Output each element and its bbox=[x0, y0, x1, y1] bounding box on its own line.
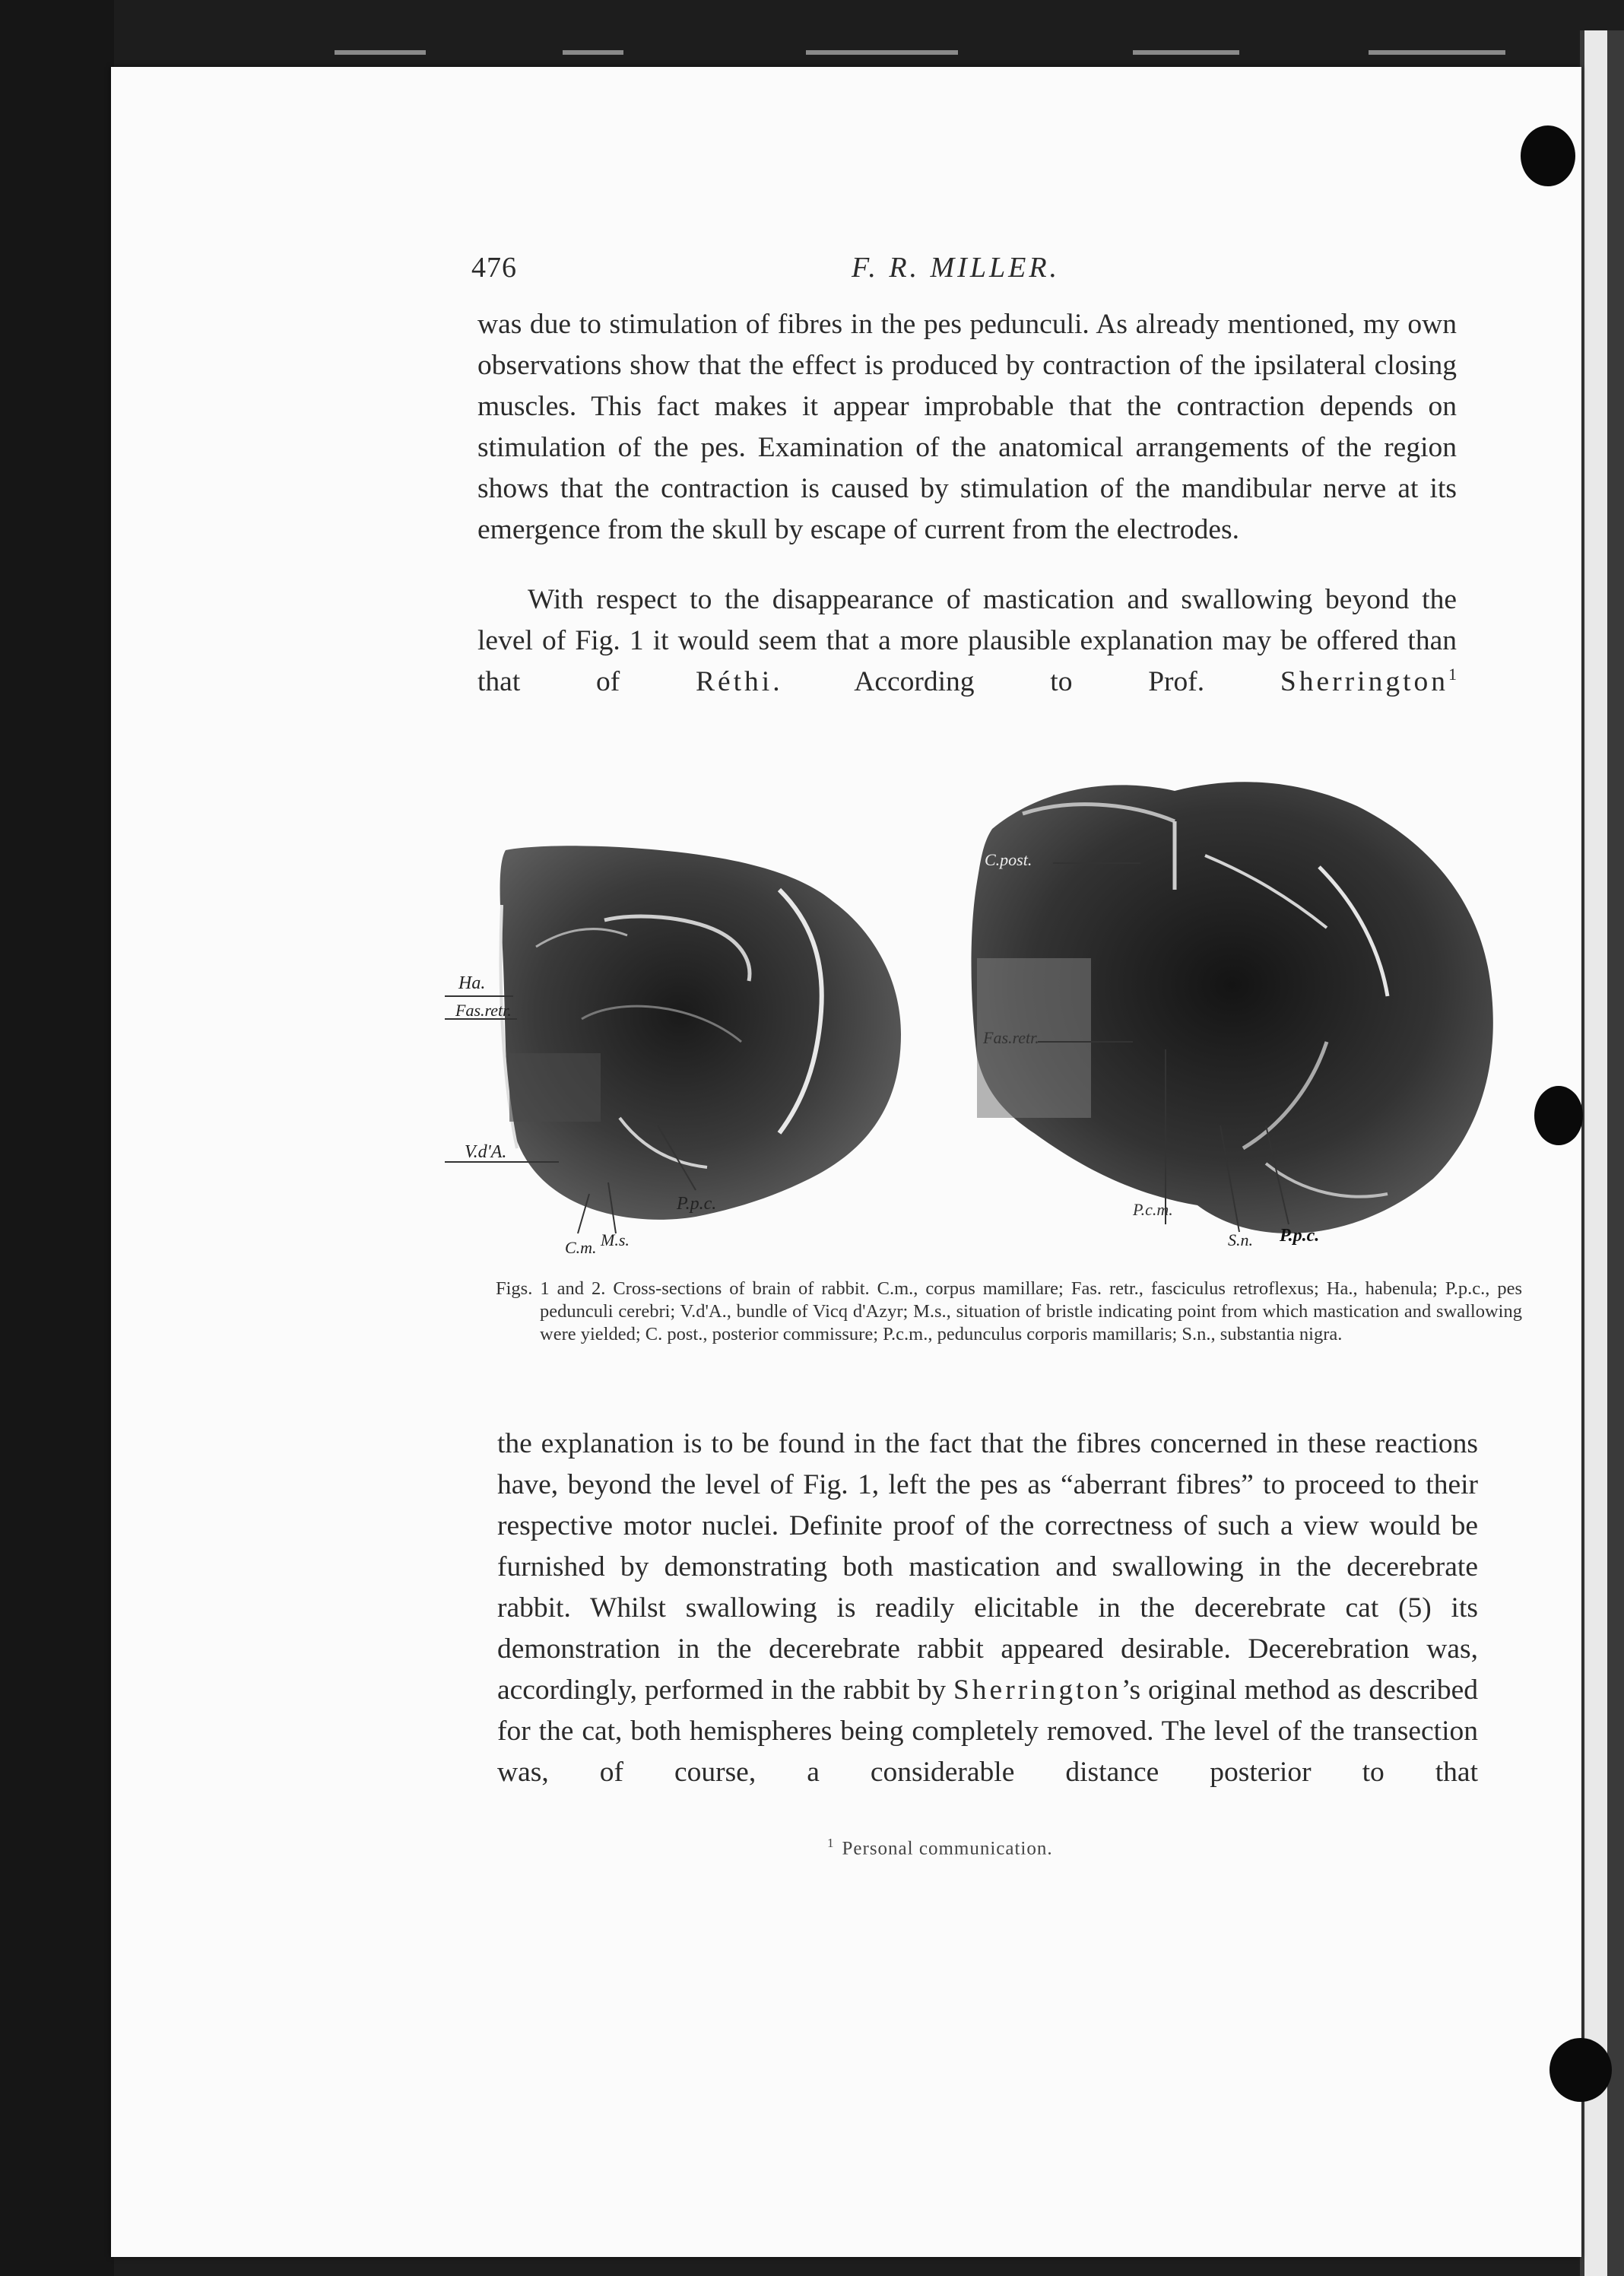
page-number: 476 bbox=[471, 252, 517, 284]
figure-1-section bbox=[445, 846, 901, 1233]
paragraph-2 bbox=[477, 579, 1457, 703]
footnote-text: Personal communication. bbox=[842, 1838, 1053, 1859]
punch-hole-bottom bbox=[1549, 2038, 1612, 2102]
author-name-sherrington: Sherrington bbox=[1280, 666, 1448, 697]
label-vda: V.d'A. bbox=[465, 1142, 507, 1162]
paragraph-3-text-a: the explanation is to be found in the fact that the fibres concerned in these reactions have, beyond the level of Fig. 1, left the pes as “aberrant fibres” to proceed to their respective motor nuclei. Definite proof of the correctness of such a view would be furnished by demonstrating both mastication and swallowing in the decerebrate rabbit. Whilst swallowing is readily elicitable in the decerebrate cat (5) its demonstration in the decerebrate rabbit appeared desirable. Decerebration was, accordingly, performed in the rabbit by bbox=[497, 1428, 1478, 1706]
label-ppc-1: P.p.c. bbox=[677, 1194, 717, 1214]
page-header bbox=[471, 251, 1460, 297]
figure-2-section bbox=[972, 782, 1493, 1233]
brain-cross-sections bbox=[445, 768, 1505, 1270]
label-sn: S.n. bbox=[1228, 1230, 1253, 1249]
footnote bbox=[827, 1836, 1053, 1859]
punch-hole-top bbox=[1521, 125, 1575, 186]
footnote-reference: 1 bbox=[1448, 665, 1457, 684]
paragraph-2-text-a: With respect to the disappearance of mastication and swallowing beyond the level of Fig. 1 it would seem that a more plausible explanation may be offered than that of bbox=[477, 584, 1457, 697]
punch-hole-middle bbox=[1534, 1086, 1583, 1145]
scan-background-left bbox=[0, 0, 114, 2276]
label-ms: M.s. bbox=[601, 1230, 630, 1249]
label-cm: C.m. bbox=[565, 1238, 597, 1257]
scan-top-edge-artifact bbox=[335, 46, 1521, 62]
author-name-rethi: Réthi bbox=[695, 666, 773, 697]
label-ppc-2: P.p.c. bbox=[1280, 1226, 1320, 1246]
footnote-marker: 1 bbox=[827, 1836, 835, 1850]
label-ha: Ha. bbox=[458, 973, 486, 993]
paragraph-2-text-b: . According to Prof. bbox=[772, 666, 1205, 697]
paragraph-3-text-b: ’s original method as described for the cat, both hemispheres being completely removed. The level of the transection was, of course, a considerable distance posterior to that bbox=[497, 1674, 1478, 1788]
running-head: F. R. MILLER. bbox=[852, 252, 1061, 284]
label-pcm: P.c.m. bbox=[1133, 1200, 1173, 1219]
paragraph-3 bbox=[497, 1424, 1478, 1793]
figures-1-and-2 bbox=[445, 768, 1505, 1270]
label-c-post: C.post. bbox=[985, 850, 1032, 869]
figure-caption bbox=[496, 1278, 1522, 1346]
figure-caption-text: Cross-sections of brain of rabbit. C.m., corpus mamillare; Fas. retr., fasciculus retroflexus; Ha., habenula; P.p.c., pes pedunculi cerebri; V.d'A., bundle of Vicq d'Azyr; M.s., situation of bristle indicating point from which mastication and swallowing were yielded; C. post., posterior commissure; P.c.m., pedunculus corporis mamillaris; S.n., substantia nigra. bbox=[540, 1278, 1523, 1344]
figure-1-tissue bbox=[500, 846, 901, 1220]
scan-background-right bbox=[1580, 30, 1624, 2276]
paragraph-1: was due to stimulation of fibres in the pes pedunculi. As already mentioned, my own observations show that the effect is produced by contraction of the ipsilateral closing muscles. This fact makes it appear improbable that the contraction depends on stimulation of the pes. Examination of the anatomical arrangements of the region shows that the contraction is caused by stimulation of the mandibular nerve at its emergence from the skull by escape of current from the electrodes. bbox=[477, 309, 1457, 545]
author-name-sherrington-2: Sherrington bbox=[953, 1674, 1122, 1706]
label-fas-retr-1: Fas.retr. bbox=[455, 1001, 512, 1020]
label-fas-retr-2: Fas.retr. bbox=[983, 1028, 1039, 1047]
figure-caption-lead: Figs. 1 and 2. bbox=[496, 1278, 606, 1299]
